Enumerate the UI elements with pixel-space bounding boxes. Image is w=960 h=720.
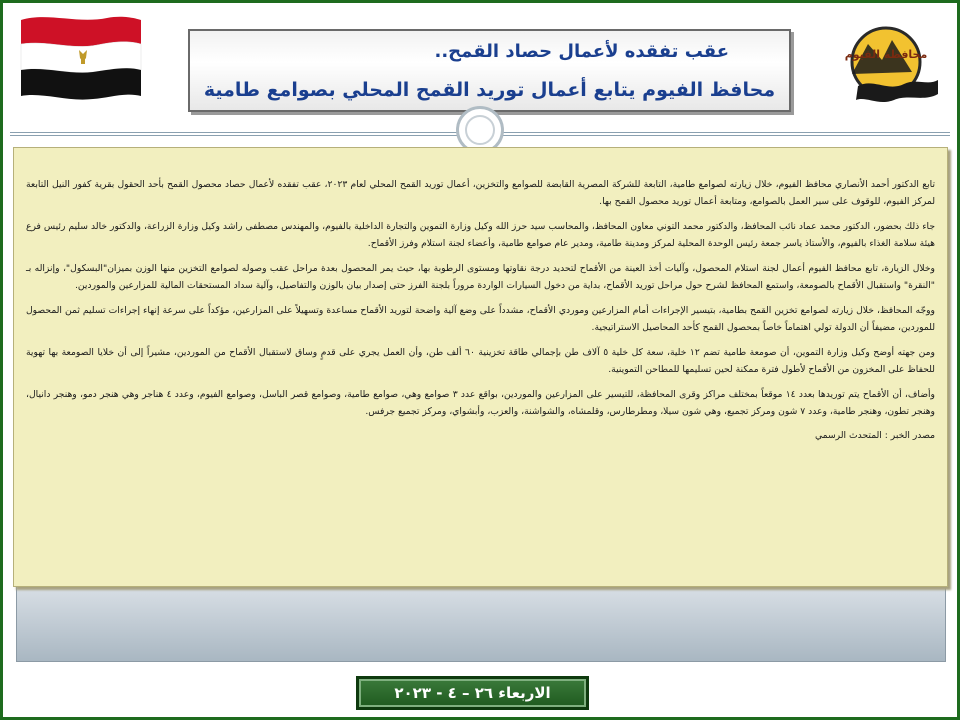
- egypt-flag: [17, 10, 145, 102]
- headline-box: [188, 29, 791, 112]
- article-paragraph: وأضاف، أن الأقماح يتم توريدها بعدد ١٤ موقعاً بمختلف مراكز وقرى المحافظة، للتيسير على المزارعين والموردين، بواقع عدد ٣ صوامع وهي، صوامع طامية، وصوامع قصر الباسل، وصوامع الفيوم، وعدد ٤ هناجر وهي هنجر دمو، وهنجر دانيال، وهنجر تطون، وهنجر طامية، وعدد ٧ شون ومركز تجميع، وهي شون سيلا، ومطرطارس، وقلمشاه، والشواشنة، والعزب، وأبشواي، ومركز تجميع جرفس.: [26, 388, 935, 417]
- news-source: مصدر الخبر : المتحدث الرسمي: [815, 430, 935, 442]
- headline-kicker: عقب تفقده لأعمال حصاد القمح..: [434, 41, 729, 62]
- headline-title: محافظ الفيوم يتابع أعمال توريد القمح المحلي بصوامع طامية: [203, 79, 776, 101]
- logo-text: محافظة الفيوم: [844, 48, 928, 61]
- article-paragraph: تابع الدكتور أحمد الأنصاري محافظ الفيوم، خلال زيارته لصوامع طامية، التابعة للشركة المصرية القابضة للصوامع والتخزين، أعمال توريد القمح المحلي لعام ٢٠٢٣، عقب تفقده لأعمال حصاد محصول القمح بأحد الحقول بقرية كفور النيل التابعة لمركز الفيوم، للوقوف على سير العمل بالصوامع، ومتابعة أعمال توريد محصول القمح بها.: [26, 179, 936, 208]
- date-badge: [356, 676, 589, 710]
- background-panel: [16, 580, 946, 662]
- date-text: الاربعاء ٢٦ – ٤ - ٢٠٢٣: [394, 684, 551, 702]
- fayoum-governorate-logo: [838, 14, 942, 118]
- article-paragraph: وخلال الزيارة، تابع محافظ الفيوم أعمال لجنة استلام المحصول، وآليات أخذ العينة من الأقماح لتحديد درجة نقاوتها ومستوى الرطوبة بها، حيث يمر المحصول بعدة مراحل عقب وصوله لصوامع التخزين منها الوزن بميزان"البسكول"، وإنزاله بـ "النقرة" واستقبال الأقماح بالصومعة، واستمع المحافظ لشرح حول مراحل توريد الأقماح، بداية من دخول السيارات الواردة مروراً بلجنة الفرز حتى إصدار بيان بالوزن والتفاصيل، وآلية سداد المستحقات المالية للمزارعين والموردين.: [26, 262, 935, 292]
- article-paragraph: جاء ذلك بحضور، الدكتور محمد عماد نائب المحافظ، والدكتور محمد التوني معاون المحافظ، والمحاسب سيد حرز الله وكيل وزارة التموين والتجارة الداخلية بالفيوم، والمهندس مصطفى راشد وكيل وزارة الزراعة، والدكتور خالد سليم رئيس فرع هيئة سلامة الغذاء بالفيوم، والأستاذ ياسر جمعة رئيس الوحدة المحلية لمركز ومدينة طامية، ومدير عام صوامع طامية، وأعضاء لجنة استلام وفرز الأقماح.: [26, 220, 935, 250]
- article-paragraph: ومن جهته أوضح وكيل وزارة التموين، أن صومعة طامية تضم ١٢ خلية، سعة كل خلية ٥ آلاف طن بإجمالي طاقة تخزينية ٦٠ ألف طن، وأن العمل يجري على قدمٍ وساق لاستقبال الأقماح من الموردين، مشيراً إلى أن خلايا الصومعة بها تهوية للحفاظ على المخزون من الأقماح لأطول فترة ممكنة لحين تسليمها للمطاحن التموينية.: [26, 346, 935, 375]
- article-paragraph: ووجّه المحافظ، خلال زيارته لصوامع تخزين القمح بطامية، بتيسير الإجراءات أمام المزارعين وموردي الأقماح، مشدداً على وضع آلية واضحة لتوريد الأقماح مساعدة وتسهيلاً على المزارعين، مؤكداً على سرعة إنهاء إجراءات تسليم ثمن المحصول للموردين، مضيفاً أن الدولة تولي اهتماماً خاصاً بمحصول القمح كأحد المحاصيل الاستراتيجية.: [26, 304, 935, 333]
- article-body: [13, 147, 948, 587]
